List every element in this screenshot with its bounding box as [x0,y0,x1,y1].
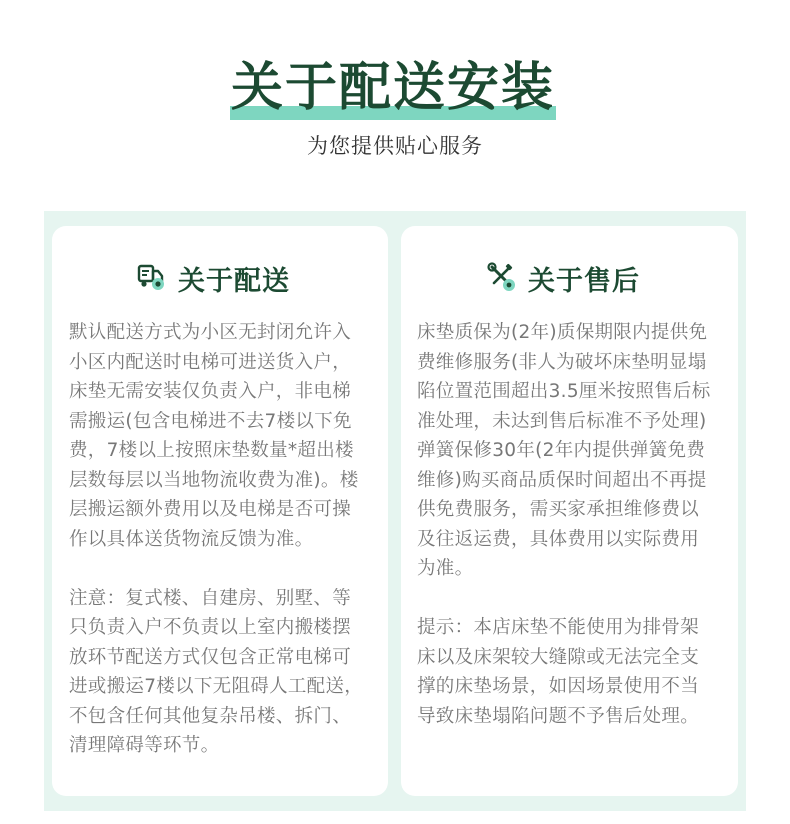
aftersales-line: 陷位置范围超出3.5厘米按照售后标 [417,381,711,402]
title-block [230,58,556,122]
delivery-truck-icon [136,262,168,294]
aftersales-line: 准处理，未达到售后标准不予处理) [417,410,707,432]
aftersales-line: 床垫质保为(2年)质保期限内提供免 [417,322,708,343]
delivery-card-title: 关于配送 [178,265,290,297]
delivery-note-line: 进或搬运7楼以下无阻碍人工配送， [69,676,364,697]
aftersales-line: 为准。 [417,558,474,579]
aftersales-tip-line: 床以及床架较大缝隙或无法完全支 [417,646,700,668]
delivery-line: 小区内配送时电梯可进送货入户， [69,351,352,373]
aftersales-tip-line: 导致床垫塌陷问题不予售后处理。 [417,705,700,727]
delivery-line: 作以具体送货物流反馈为准。 [69,528,314,550]
delivery-note-line: 不包含任何其他复杂吊楼、拆门、 [69,705,352,727]
aftersales-card-header [486,258,640,298]
page-subtitle: 为您提供贴心服务 [307,134,483,158]
aftersales-line: 费维修服务(非人为破坏床垫明显塌 [417,351,707,373]
delivery-line: 默认配送方式为小区无封闭允许入 [69,322,352,343]
delivery-card-body [69,318,387,761]
delivery-line: 层搬运额外费用以及电梯是否可操 [69,499,352,520]
delivery-note-line: 清理障碍等环节。 [69,735,220,756]
aftersales-card-title: 关于售后 [528,265,640,297]
delivery-note-line: 放环节配送方式仅包含正常电梯可 [69,646,352,668]
aftersales-tip-line: 提示：本店床垫不能使用为排骨架 [417,617,700,638]
aftersales-line: 及往返运费，具体费用以实际费用 [417,528,700,550]
delivery-line: 床垫无需安装仅负责入户，非电梯 [69,381,352,402]
delivery-card-header [136,258,290,298]
aftersales-tip-line: 撑的床垫场景，如因场景使用不当 [417,676,700,697]
delivery-line: 费，7楼以上按照床垫数量*超出楼 [69,440,354,461]
aftersales-line: 供免费服务，需买家承担维修费以 [417,499,700,520]
delivery-note-line: 注意：复式楼、自建房、别墅、等 [69,587,352,609]
wrench-screwdriver-icon [486,262,518,294]
aftersales-line: 维修)购买商品质保时间超出不再提 [417,469,707,491]
delivery-line: 需搬运(包含电梯进不去7楼以下免 [69,410,352,432]
delivery-note-line: 只负责入户不负责以上室内搬楼摆 [69,617,352,638]
aftersales-line: 弹簧保修30年(2年内提供弹簧免费 [417,440,706,461]
delivery-line: 层数每层以当地物流收费为准)。楼 [69,469,359,491]
page-title: 关于配送安装 [230,58,555,118]
page-header [0,0,790,200]
aftersales-card-body [417,318,735,731]
